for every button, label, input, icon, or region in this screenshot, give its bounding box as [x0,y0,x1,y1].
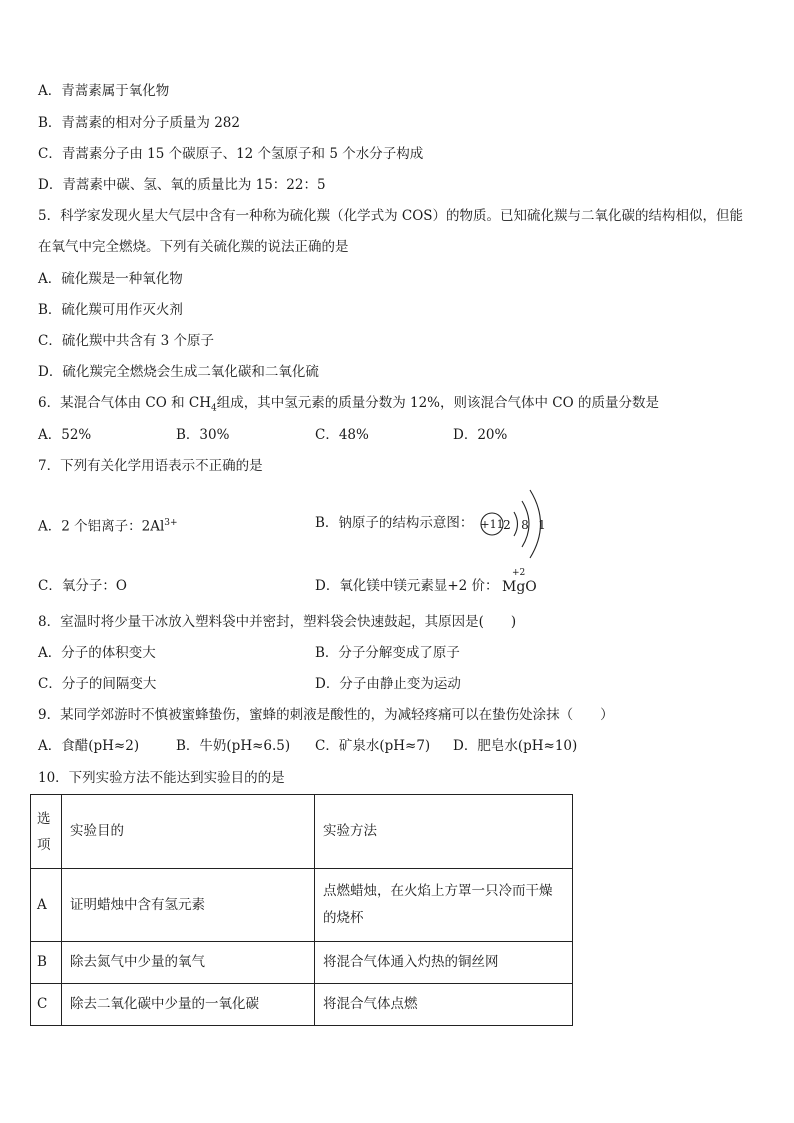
q5-stem-line2: 在氧气中完全燃烧。下列有关硫化羰的说法正确的是 [38,239,349,255]
mgo-text: MgO [502,579,537,595]
row-c-option: C [31,984,62,1026]
sodium-atom-structure-diagram [478,486,550,562]
q8-option-b: B．分子分解变成了原子 [315,645,460,661]
row-b-method: 将混合气体通入灼热的铜丝网 [315,942,573,984]
header-method: 实验方法 [315,795,573,869]
q6-option-d: D．20% [453,427,508,443]
q4-option-a: A．青蒿素属于氧化物 [38,83,170,99]
nucleus-charge: +11 [480,518,504,531]
table-row [31,869,573,942]
header-purpose: 实验目的 [62,795,315,869]
q9-stem: 9．某同学郊游时不慎被蜜蜂蛰伤，蜜蜂的刺液是酸性的，为减轻疼痛可以在蛰伤处涂抹（ ） [38,707,614,723]
q7-option-d: D．氧化镁中镁元素显+2 价： [315,578,499,594]
row-a-purpose: 证明蜡烛中含有氢元素 [62,869,315,942]
electron-shell-1 [514,512,518,536]
q6-option-c: C．48% [315,427,369,443]
shell-electrons-2: 8 [521,518,529,532]
experiment-table [30,794,573,1026]
q8-stem: 8．室温时将少量干冰放入塑料袋中并密封，塑料袋会快速鼓起，其原因是( ) [38,614,517,630]
row-c-purpose: 除去二氧化碳中少量的一氧化碳 [62,984,315,1026]
row-b-purpose: 除去氮气中少量的氧气 [62,942,315,984]
q4-option-c: C．青蒿素分子由 15 个碳原子、12 个氢原子和 5 个水分子构成 [38,146,424,162]
q6-option-a: A．52% [38,427,92,443]
q9-option-b: B．牛奶(pH≈6.5) [176,738,291,754]
q9-option-a: A．食醋(pH≈2) [38,738,140,754]
row-b-option: B [31,942,62,984]
q6-stem: 6．某混合气体由 CO 和 $CH_4$组成，其中氢元素的质量分数为 12%，则该混合气体中 CO 的质量分数是 [38,395,659,414]
table-row [31,984,573,1026]
mg-valence: +2 [512,568,526,578]
q7-option-a: A．2 个铝离子：$2Al^{3+}$ [38,518,178,535]
row-a-method: 点燃蜡烛，在火焰上方罩一只冷而干燥的烧杯 [315,869,573,942]
mgo-formula [502,568,550,598]
q7-option-c: C．氧分子：O [38,578,127,594]
q7-option-b: B．钠原子的结构示意图： [315,515,474,531]
table-header-row [31,795,573,869]
q4-option-d: D．青蒿素中碳、氢、氧的质量比为 15：22：5 [38,177,326,193]
q5-stem-line1: 5．科学家发现火星大气层中含有一种称为硫化羰（化学式为 COS）的物质。已知硫化羰与二氧化碳的结构相似，但能 [38,208,744,224]
shell-electrons-3: 1 [538,518,546,532]
shell-electrons-1: 2 [503,518,511,532]
q5-option-b: B．硫化羰可用作灭火剂 [38,302,183,318]
q10-stem: 10．下列实验方法不能达到实验目的的是 [38,770,285,786]
q7-stem: 7．下列有关化学用语表示不正确的是 [38,458,263,474]
q9-option-d: D．肥皂水(pH≈10) [453,738,578,754]
q7-a-charge: 3+ [164,518,178,528]
q4-option-b: B．青蒿素的相对分子质量为 282 [38,115,240,131]
q8-option-a: A．分子的体积变大 [38,645,156,661]
header-option: 选项 [31,795,62,869]
q9-option-c: C．矿泉水(pH≈7) [315,738,431,754]
q5-option-c: C．硫化羰中共含有 3 个原子 [38,333,215,349]
q6-option-b: B．30% [176,427,230,443]
q8-option-d: D．分子由静止变为运动 [315,676,461,692]
q6-subscript: 4 [210,403,217,414]
q5-option-d: D．硫化羰完全燃烧会生成二氧化碳和二氧化硫 [38,364,319,380]
table-row [31,942,573,984]
q5-option-a: A．硫化羰是一种氧化物 [38,271,183,287]
row-c-method: 将混合气体点燃 [315,984,573,1026]
q8-option-c: C．分子的间隔变大 [38,676,157,692]
row-a-option: A [31,869,62,942]
